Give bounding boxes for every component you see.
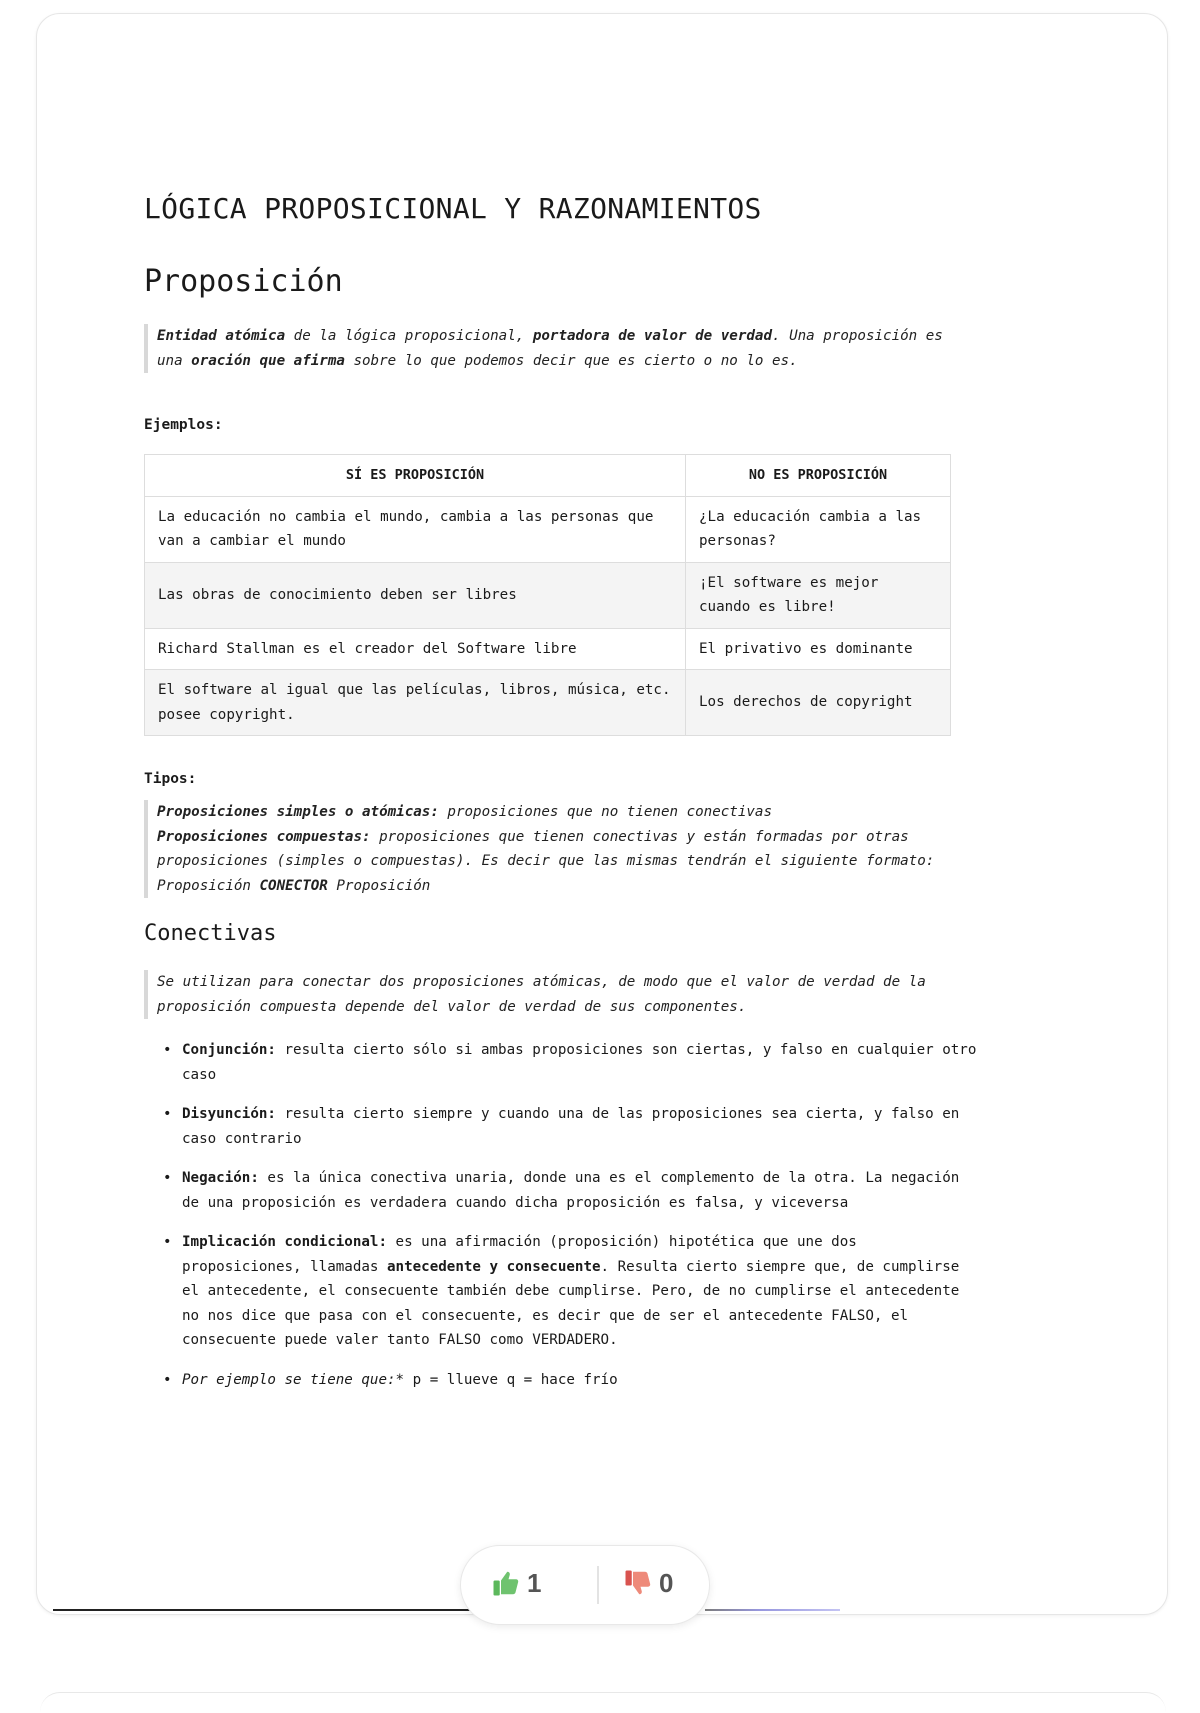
list-item: [182, 1230, 982, 1353]
list-item: [182, 1102, 982, 1151]
heading-proposicion: Proposición: [144, 264, 343, 299]
vote-widget: [460, 1545, 710, 1625]
type-simple-label: Proposiciones simples o atómicas:: [157, 804, 439, 820]
table-cell: La educación no cambia el mundo, cambia a las personas que van a cambiar el mundo: [145, 496, 686, 562]
divider-line: [53, 1609, 473, 1611]
types-label: Tipos:: [144, 771, 197, 787]
definition-quote: [144, 324, 947, 373]
type-compound-tail: Proposición: [327, 877, 431, 894]
example-text: p = llueve q = hace frío: [404, 1371, 618, 1388]
document-card: [36, 13, 1168, 1615]
quote-bold: oración que afirma: [191, 352, 345, 369]
table-cell: Richard Stallman es el creador del Software libre: [145, 628, 686, 670]
downvote-count: 0: [659, 1567, 674, 1598]
table-cell: Los derechos de copyright: [686, 670, 951, 736]
thumbs-up-icon: [491, 1568, 521, 1598]
item-text: es la única conectiva unaria, donde una es el complemento de la otra. La negación de una proposición es verdadera cuando dicha proposición es falsa, y viceversa: [182, 1170, 960, 1211]
table-header-row: [145, 455, 951, 497]
table-cell: El software al igual que las películas, libros, música, etc. posee copyright.: [145, 670, 686, 736]
table-row: [145, 562, 951, 628]
examples-label: Ejemplos:: [144, 417, 223, 433]
quote-bold: Entidad atómica: [157, 328, 286, 344]
list-item: [182, 1038, 982, 1087]
divider-line: [705, 1609, 840, 1611]
item-text: es una afirmación (proposición) hipotética que une dos proposiciones, llamadas: [182, 1234, 857, 1275]
table-row: [145, 670, 951, 736]
quote-text: . Una proposición es una: [157, 328, 943, 369]
table-cell: ¿La educación cambia a las personas?: [686, 496, 951, 562]
downvote-button[interactable]: [623, 1563, 673, 1603]
item-text: resulta cierto sólo si ambas proposiciones son ciertas, y falso en cualquier otro caso: [182, 1042, 977, 1083]
item-text: resulta cierto siempre y cuando una de las proposiciones sea cierta, y falso en caso contrario: [182, 1106, 960, 1147]
list-item: [182, 1166, 982, 1215]
upvote-count: 1: [527, 1567, 542, 1598]
next-card-edge: [40, 1692, 1166, 1713]
type-compound-text: proposiciones que tienen conectivas y están formadas por otras proposiciones (simples o compuestas). Es decir que las mismas tendrán el siguiente formato: Proposición: [157, 828, 935, 894]
examples-table: [144, 454, 951, 736]
upvote-button[interactable]: [491, 1563, 541, 1603]
conectivas-list: [144, 1038, 982, 1407]
table-header: SÍ ES PROPOSICIÓN: [145, 455, 686, 497]
table-row: [145, 628, 951, 670]
table-cell: Las obras de conocimiento deben ser libres: [145, 562, 686, 628]
item-label: Conjunción:: [182, 1042, 276, 1058]
item-text: . Resulta cierto siempre que, de cumplirse el antecedente, el consecuente también debe cumplirse. Pero, de no cumplirse el antecedente no nos dice que pasa con el consecuente, es decir que de ser el antecedente FALSO, el consecuente puede valer tanto FALSO como VERDADERO.: [182, 1258, 960, 1348]
heading-conectivas: Conectivas: [144, 921, 277, 946]
table-row: [145, 496, 951, 562]
item-bold: antecedente y consecuente: [387, 1258, 601, 1275]
table-cell: ¡El software es mejor cuando es libre!: [686, 562, 951, 628]
list-item: [182, 1368, 982, 1393]
quote-text: sobre lo que podemos decir que es cierto o no lo es.: [344, 352, 798, 369]
example-italic: Por ejemplo se tiene que:*: [182, 1371, 405, 1388]
thumbs-down-icon: [623, 1568, 653, 1598]
table-header: NO ES PROPOSICIÓN: [686, 455, 951, 497]
vote-separator: [597, 1566, 599, 1604]
item-label: Disyunción:: [182, 1106, 276, 1122]
table-cell: El privativo es dominante: [686, 628, 951, 670]
page-title: LÓGICA PROPOSICIONAL Y RAZONAMIENTOS: [144, 192, 762, 225]
quote-text: de la lógica proposicional,: [285, 328, 533, 344]
conectivas-quote: Se utilizan para conectar dos proposiciones atómicas, de modo que el valor de verdad de la proposición compuesta depende del valor de verdad de sus componentes.: [144, 970, 967, 1019]
item-label: Negación:: [182, 1170, 259, 1186]
item-label: Implicación condicional:: [182, 1234, 387, 1250]
type-simple-text: proposiciones que no tienen conectivas: [438, 804, 772, 820]
types-quote: [144, 800, 947, 898]
type-compound-label: Proposiciones compuestas:: [157, 828, 371, 845]
connector-keyword: CONECTOR: [259, 877, 328, 894]
quote-bold: portadora de valor de verdad: [532, 328, 773, 344]
